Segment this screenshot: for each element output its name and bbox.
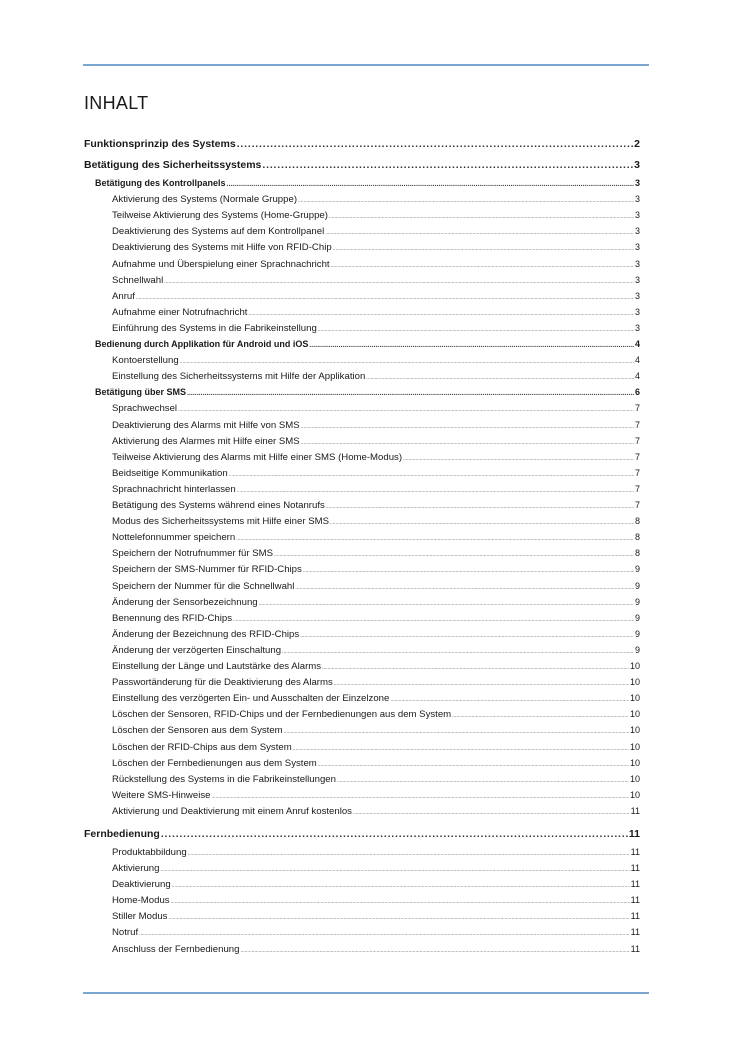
toc-entry-page: 4 xyxy=(634,371,640,382)
toc-entry[interactable] xyxy=(84,806,640,817)
toc-dot-leader xyxy=(390,697,629,703)
toc-entry-page: 10 xyxy=(629,725,640,736)
toc-entry-page: 9 xyxy=(634,580,640,591)
toc-entry-title: Anschluss der Fernbedienung xyxy=(112,943,240,955)
footer-rule xyxy=(83,992,649,994)
toc-dot-leader xyxy=(333,246,634,252)
toc-entry[interactable] xyxy=(84,500,640,511)
toc-dot-leader xyxy=(178,407,634,413)
toc-entry-title: Rückstellung des Systems in die Fabrikeinstellungen xyxy=(112,773,336,785)
toc-dot-leader xyxy=(188,851,630,857)
toc-entry[interactable] xyxy=(84,403,640,414)
toc-entry-page: 10 xyxy=(629,789,640,800)
toc-entry[interactable] xyxy=(84,371,640,382)
toc-entry-title: Löschen der Fernbedienungen aus dem System xyxy=(112,757,317,769)
toc-entry-title: Löschen der Sensoren aus dem System xyxy=(112,725,283,737)
toc-entry-title: Betätigung des Systems während eines Notanrufs xyxy=(112,500,325,511)
toc-entry[interactable] xyxy=(84,159,640,171)
toc-dot-leader xyxy=(172,883,630,889)
toc-entry-title: Änderung der Sensorbezeichnung xyxy=(112,596,258,608)
toc-entry-page: 9 xyxy=(634,644,640,655)
toc-entry-title: Benennung des RFID-Chips xyxy=(112,612,232,624)
toc-entry-page: 3 xyxy=(634,306,640,317)
toc-entry-title: Passwortänderung für die Deaktivierung des Alarms xyxy=(112,677,333,689)
toc-entry-page: 7 xyxy=(634,403,640,414)
toc-entry-page: 3 xyxy=(634,290,640,301)
toc-entry-page: 11 xyxy=(630,911,640,922)
toc-entry-title: Anruf xyxy=(112,290,135,302)
toc-entry-title: Teilweise Aktivierung des Systems (Home-Gruppe) xyxy=(112,210,328,222)
toc-dot-leader xyxy=(318,762,629,768)
toc-entry-page: 3 xyxy=(634,274,640,285)
toc-entry-page: 4 xyxy=(634,339,640,349)
toc-entry-title: Einstellung der Länge und Lautstärke des Alarms xyxy=(112,661,322,672)
toc-entry-title: Aktivierung des Systems (Normale Gruppe) xyxy=(112,194,298,206)
toc-entry[interactable] xyxy=(84,242,640,253)
toc-entry[interactable] xyxy=(84,774,640,785)
toc-dot-leader xyxy=(309,342,634,349)
toc-dot-leader xyxy=(452,713,629,719)
toc-entry[interactable] xyxy=(84,259,640,270)
toc-entry-page: 7 xyxy=(634,435,640,446)
toc-dot-leader xyxy=(403,456,634,462)
toc-entry[interactable] xyxy=(84,194,640,205)
toc-entry-page: 8 xyxy=(634,516,640,527)
toc-entry-page: 11 xyxy=(630,895,640,906)
toc-entry-page: 7 xyxy=(634,467,640,478)
toc-entry-title: Aktivierung des Alarmes mit Hilfe einer SMS xyxy=(112,435,300,447)
toc-dot-leader xyxy=(240,948,629,954)
toc-entry-title: Löschen der RFID-Chips aus dem System xyxy=(112,741,292,753)
toc-entry-title: Sprachnachricht hinterlassen xyxy=(112,483,236,495)
toc-dot-leader xyxy=(227,181,634,188)
toc-entry-page: 3 xyxy=(634,242,640,253)
toc-entry-title: Betätigung des Sicherheitssystems xyxy=(84,159,262,171)
toc-entry-title: Einstellung des Sicherheitssystems mit Hilfe der Applikation xyxy=(112,371,366,383)
toc-dot-leader xyxy=(318,327,634,333)
toc-entry-page: 3 xyxy=(634,258,640,269)
toc-entry-title: Änderung der Bezeichnung des RFID-Chips xyxy=(112,628,300,640)
toc-entry[interactable] xyxy=(84,847,640,858)
toc-entry-page: 4 xyxy=(634,355,640,366)
toc-entry[interactable] xyxy=(84,629,640,640)
toc-entry-page: 9 xyxy=(634,596,640,607)
toc-entry-title: Aufnahme einer Notrufnachricht xyxy=(112,306,248,318)
toc-dot-leader xyxy=(282,649,634,655)
toc-dot-leader xyxy=(298,198,634,204)
toc-entry-title: Bedienung durch Applikation für Android und iOS xyxy=(95,339,309,349)
toc-entry-page: 3 xyxy=(634,194,640,205)
toc-entry-page: 7 xyxy=(634,483,640,494)
toc-entry-page: 11 xyxy=(630,846,640,857)
toc-entry[interactable] xyxy=(84,468,640,479)
toc-entry[interactable] xyxy=(84,613,640,624)
toc-dot-leader xyxy=(274,552,634,558)
toc-entry-title: Aktivierung xyxy=(112,863,160,874)
toc-entry[interactable] xyxy=(84,944,640,955)
toc-dot-leader xyxy=(259,601,634,607)
toc-dot-leader xyxy=(211,794,629,800)
toc-entry-title: Fernbedienung xyxy=(84,827,160,840)
toc-entry-title: Deaktivierung des Systems mit Hilfe von RFID-Chip xyxy=(112,242,332,254)
toc-dot-leader xyxy=(164,279,634,285)
toc-entry-title: Speichern der SMS-Nummer für RFID-Chips xyxy=(112,564,302,576)
toc-entry[interactable] xyxy=(84,548,640,559)
toc-entry-page: 11 xyxy=(628,827,640,840)
toc-dot-leader xyxy=(325,230,634,236)
toc-entry-title: Betätigung des Kontrollpanels xyxy=(95,178,226,188)
toc-entry[interactable] xyxy=(84,863,640,874)
toc-entry-page: 11 xyxy=(630,879,640,890)
toc-entry-title: Sprachwechsel xyxy=(112,403,178,415)
toc-entry-title: Deaktivierung des Systems auf dem Kontrollpanel xyxy=(112,226,325,238)
toc-entry-page: 10 xyxy=(629,757,640,768)
toc-entry[interactable] xyxy=(84,645,640,656)
toc-dot-leader xyxy=(229,472,634,478)
toc-entry-page: 10 xyxy=(629,741,640,752)
toc-entry[interactable] xyxy=(84,709,640,720)
toc-entry[interactable] xyxy=(84,339,640,349)
toc-entry-title: Änderung der verzögerten Einschaltung xyxy=(112,644,282,656)
toc-entry-title: Nottelefonnummer speichern xyxy=(112,532,236,544)
toc-entry-page: 8 xyxy=(634,548,640,559)
toc-entry[interactable] xyxy=(84,677,640,688)
toc-entry[interactable] xyxy=(84,226,640,237)
toc-dot-leader xyxy=(160,867,629,873)
toc-entry-title: Deaktivierung des Alarms mit Hilfe von SMS xyxy=(112,419,300,431)
toc-entry[interactable] xyxy=(84,758,640,769)
toc-dot-leader xyxy=(330,520,634,526)
toc-entry-title: Modus des Sicherheitssystems mit Hilfe einer SMS xyxy=(112,516,329,528)
toc-dot-leader xyxy=(262,159,633,171)
toc-entry-page: 3 xyxy=(634,210,640,221)
toc-entry[interactable] xyxy=(84,436,640,447)
toc-entry[interactable] xyxy=(84,879,640,890)
toc-entry-title: Beidseitige Kommunikation xyxy=(112,467,228,479)
toc-entry[interactable] xyxy=(84,725,640,736)
toc-dot-leader xyxy=(237,488,634,494)
toc-entry-title: Produktabbildung xyxy=(112,846,187,858)
toc-dot-leader xyxy=(139,931,630,937)
toc-entry-title: Speichern der Nummer für die Schnellwahl xyxy=(112,580,295,592)
toc-entry-title: Löschen der Sensoren, RFID-Chips und der Fernbedienungen aus dem System xyxy=(112,709,452,721)
toc-dot-leader xyxy=(168,915,629,921)
toc-entry-title: Funktionsprinzip des Systems xyxy=(84,138,236,150)
toc-entry-page: 10 xyxy=(629,773,640,784)
toc-entry-title: Kontoerstellung xyxy=(112,355,179,367)
toc-dot-leader xyxy=(236,536,634,542)
toc-dot-leader xyxy=(237,138,633,150)
toc-entry-page: 7 xyxy=(634,451,640,462)
toc-entry-page: 11 xyxy=(630,863,640,873)
toc-entry[interactable] xyxy=(84,564,640,575)
toc-entry-title: Schnellwahl xyxy=(112,274,164,286)
toc-entry-page: 11 xyxy=(630,805,640,816)
toc-dot-leader xyxy=(329,214,634,220)
toc-entry[interactable] xyxy=(84,911,640,922)
header-rule xyxy=(83,64,649,66)
toc-entry[interactable] xyxy=(84,742,640,753)
toc-entry-title: Stiller Modus xyxy=(112,911,168,923)
toc-entry[interactable] xyxy=(84,693,640,704)
toc-entry-page: 3 xyxy=(634,178,640,188)
toc-entry[interactable] xyxy=(84,790,640,801)
toc-entry[interactable] xyxy=(84,927,640,938)
toc-entry-page: 10 xyxy=(629,693,640,704)
toc-entry-title: Aktivierung und Deaktivierung mit einem Anruf kostenlos xyxy=(112,805,352,817)
toc-entry-page: 7 xyxy=(634,500,640,510)
toc-dot-leader xyxy=(366,375,634,381)
toc-dot-leader xyxy=(353,810,630,816)
toc-entry-page: 9 xyxy=(634,612,640,623)
toc-entry[interactable] xyxy=(84,307,640,318)
toc-entry-page: 10 xyxy=(629,709,640,720)
toc-entry[interactable] xyxy=(84,355,640,366)
toc-entry-page: 10 xyxy=(629,677,640,688)
toc-entry-page: 3 xyxy=(634,226,640,237)
toc-dot-leader xyxy=(187,390,634,397)
toc-entry-title: Deaktivierung xyxy=(112,879,171,891)
toc-dot-leader xyxy=(284,729,629,735)
toc-entry[interactable] xyxy=(84,291,640,302)
toc-entry-page: 2 xyxy=(634,138,640,150)
toc-entry-page: 7 xyxy=(634,419,640,430)
toc-dot-leader xyxy=(233,617,634,623)
toc-dot-leader xyxy=(337,778,629,784)
toc-entry[interactable] xyxy=(84,387,640,397)
toc-dot-leader xyxy=(300,633,634,639)
toc-dot-leader xyxy=(334,681,629,687)
toc-dot-leader xyxy=(326,504,634,510)
toc-dot-leader xyxy=(248,311,634,317)
toc-entry[interactable] xyxy=(84,420,640,431)
toc-entry[interactable] xyxy=(84,275,640,286)
toc-entry-title: Speichern der Notrufnummer für SMS xyxy=(112,548,274,560)
toc-entry[interactable] xyxy=(84,516,640,527)
toc-entry-title: Notruf xyxy=(112,927,139,939)
toc-entry-page: 8 xyxy=(634,532,640,543)
toc-dot-leader xyxy=(301,440,634,446)
toc-dot-leader xyxy=(180,359,634,365)
toc-dot-leader xyxy=(293,746,629,752)
toc-entry-title: Teilweise Aktivierung des Alarms mit Hilfe einer SMS (Home-Modus) xyxy=(112,451,403,463)
toc-entry[interactable] xyxy=(84,581,640,592)
toc-dot-leader xyxy=(171,899,630,905)
toc-entry[interactable] xyxy=(84,532,640,543)
toc-entry-page: 6 xyxy=(634,387,640,398)
toc-entry[interactable] xyxy=(84,484,640,495)
toc-dot-leader xyxy=(295,585,634,591)
toc-entry[interactable] xyxy=(84,895,640,906)
toc-entry-page: 10 xyxy=(629,661,640,671)
toc-entry-title: Einstellung des verzögerten Ein- und Ausschalten der Einzelzone xyxy=(112,693,390,705)
toc-entry-page: 9 xyxy=(634,564,640,575)
toc-dot-leader xyxy=(322,665,629,671)
toc-entry-page: 9 xyxy=(634,628,640,639)
toc-entry-page: 11 xyxy=(630,943,640,954)
toc-entry-title: Home-Modus xyxy=(112,895,170,907)
toc-dot-leader xyxy=(301,424,634,430)
toc-dot-leader xyxy=(331,263,634,269)
toc-entry[interactable] xyxy=(84,210,640,221)
toc-entry-title: Aufnahme und Überspielung einer Sprachnachricht xyxy=(112,258,330,270)
toc-entry[interactable] xyxy=(84,828,640,840)
toc-entry-page: 3 xyxy=(634,159,640,171)
toc-entry[interactable] xyxy=(84,597,640,608)
toc-entry[interactable] xyxy=(84,178,640,188)
toc-dot-leader xyxy=(303,568,634,574)
toc-entry[interactable] xyxy=(84,138,640,150)
toc-entry-title: Weitere SMS-Hinweise xyxy=(112,789,211,801)
toc-entry[interactable] xyxy=(84,661,640,672)
toc-dot-leader xyxy=(136,295,634,301)
toc-dot-leader xyxy=(161,828,628,840)
toc-entry[interactable] xyxy=(84,323,640,334)
toc-entry-page: 11 xyxy=(630,927,640,938)
page-title: INHALT xyxy=(84,93,149,113)
toc-entry[interactable] xyxy=(84,452,640,463)
toc-entry-title: Betätigung über SMS xyxy=(95,387,187,398)
toc-entry-title: Einführung des Systems in die Fabrikeinstellung xyxy=(112,322,317,334)
toc-entry-page: 3 xyxy=(634,322,640,333)
